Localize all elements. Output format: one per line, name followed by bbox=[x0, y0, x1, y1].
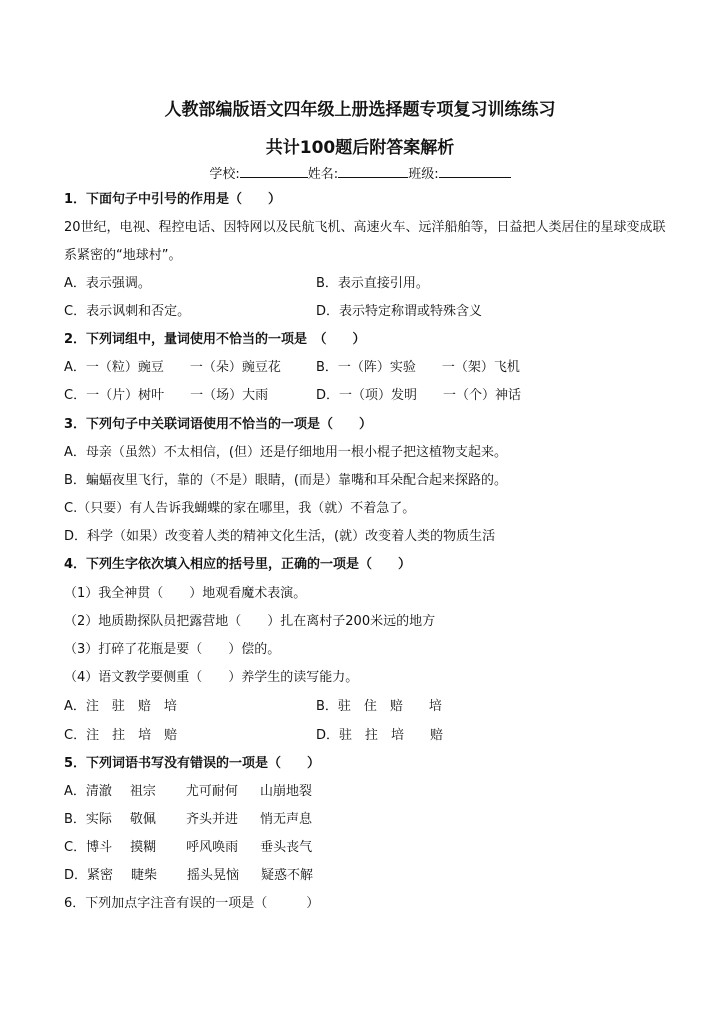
student-info-line bbox=[0, 163, 720, 182]
question-4-sentence-2: （2）地质勘探队员把露营地（ ）扎在离村子200米远的地方 bbox=[64, 614, 436, 629]
question-4-option-a: A．注 驻 赔 培 bbox=[64, 699, 177, 714]
question-1-text: 20世纪，电视、程控电话、因特网以及民航飞机、高速火车、远洋船舶等，日益把人类居住的星球变成联 bbox=[64, 220, 666, 235]
question-3-stem: 3．下列句子中关联词语使用不恰当的一项是（ ） bbox=[64, 417, 373, 432]
question-5-option-a: A．清澈 祖宗 尤可耐何 山崩地裂 bbox=[64, 784, 312, 799]
question-2-option-b: B．一（阵）实验 一（架）飞机 bbox=[316, 360, 520, 375]
class-label: 班级: bbox=[408, 167, 439, 182]
question-3-option-c: C.（只要）有人告诉我蝴蝶的家在哪里，我（就）不着急了。 bbox=[64, 501, 416, 516]
question-2-option-a: A．一（粒）豌豆 一（朵）豌豆花 bbox=[64, 360, 281, 375]
question-5-stem: 5．下列词语书写没有错误的一项是（ ） bbox=[64, 756, 321, 771]
question-4-stem: 4．下列生字依次填入相应的括号里，正确的一项是（ ） bbox=[64, 557, 412, 572]
school-blank[interactable] bbox=[240, 164, 308, 178]
question-4-option-d: D．驻 拄 培 赔 bbox=[316, 728, 444, 743]
name-blank[interactable] bbox=[338, 164, 408, 178]
question-5-option-b: B．实际 敬佩 齐头并进 悄无声息 bbox=[64, 812, 312, 827]
question-6-stem: 6．下列加点字注音有误的一项是（ ） bbox=[64, 896, 320, 911]
question-5-option-d: D．紧密 睫柴 摇头晃恼 疑惑不解 bbox=[64, 868, 314, 883]
question-4-sentence-3: （3）打碎了花瓶是要（ ）偿的。 bbox=[64, 642, 281, 657]
question-1-text-cont: 系紧密的“地球村”。 bbox=[64, 248, 182, 263]
question-1-option-d: D．表示特定称谓或特殊含义 bbox=[316, 304, 483, 319]
question-1-stem: 1．下面句子中引号的作用是（ ） bbox=[64, 192, 282, 207]
question-4-sentence-1: （1）我全神贯（ ）地观看魔术表演。 bbox=[64, 586, 307, 601]
question-3-option-d: D．科学（如果）改变着人类的精神文化生活，(就）改变着人类的物质生活 bbox=[64, 529, 496, 544]
question-1-option-b: B．表示直接引用。 bbox=[316, 276, 429, 291]
doc-title: 人教部编版语文四年级上册选择题专项复习训练练习 bbox=[164, 100, 556, 120]
question-3-option-a: A．母亲（虽然）不太相信，(但）还是仔细地用一根小棍子把这植物支起来。 bbox=[64, 445, 507, 460]
question-1-option-a: A．表示强调。 bbox=[64, 276, 151, 291]
question-1-option-c: C．表示讽刺和否定。 bbox=[64, 304, 191, 319]
question-2-option-c: C．一（片）树叶 一（场）大雨 bbox=[64, 388, 269, 403]
question-4-option-b: B．驻 住 赔 培 bbox=[316, 699, 442, 714]
name-label: 姓名: bbox=[307, 167, 339, 182]
question-2-stem: 2．下列词组中，量词使用不恰当的一项是 （ ） bbox=[64, 332, 366, 347]
question-4-sentence-4: （4）语文教学要侧重（ ）养学生的读写能力。 bbox=[64, 670, 359, 685]
question-5-option-c: C．博斗 摸糊 呼风唤雨 垂头丧气 bbox=[64, 840, 313, 855]
question-2-option-d: D．一（项）发明 一（个）神话 bbox=[316, 388, 522, 403]
question-3-option-b: B．蝙蝠夜里飞行，靠的（不是）眼睛，(而是）靠嘴和耳朵配合起来探路的。 bbox=[64, 473, 507, 488]
school-label: 学校: bbox=[209, 167, 240, 182]
doc-subtitle: 共计100题后附答案解析 bbox=[265, 138, 455, 158]
class-blank[interactable] bbox=[439, 164, 511, 178]
question-4-option-c: C．注 拄 培 赔 bbox=[64, 728, 178, 743]
